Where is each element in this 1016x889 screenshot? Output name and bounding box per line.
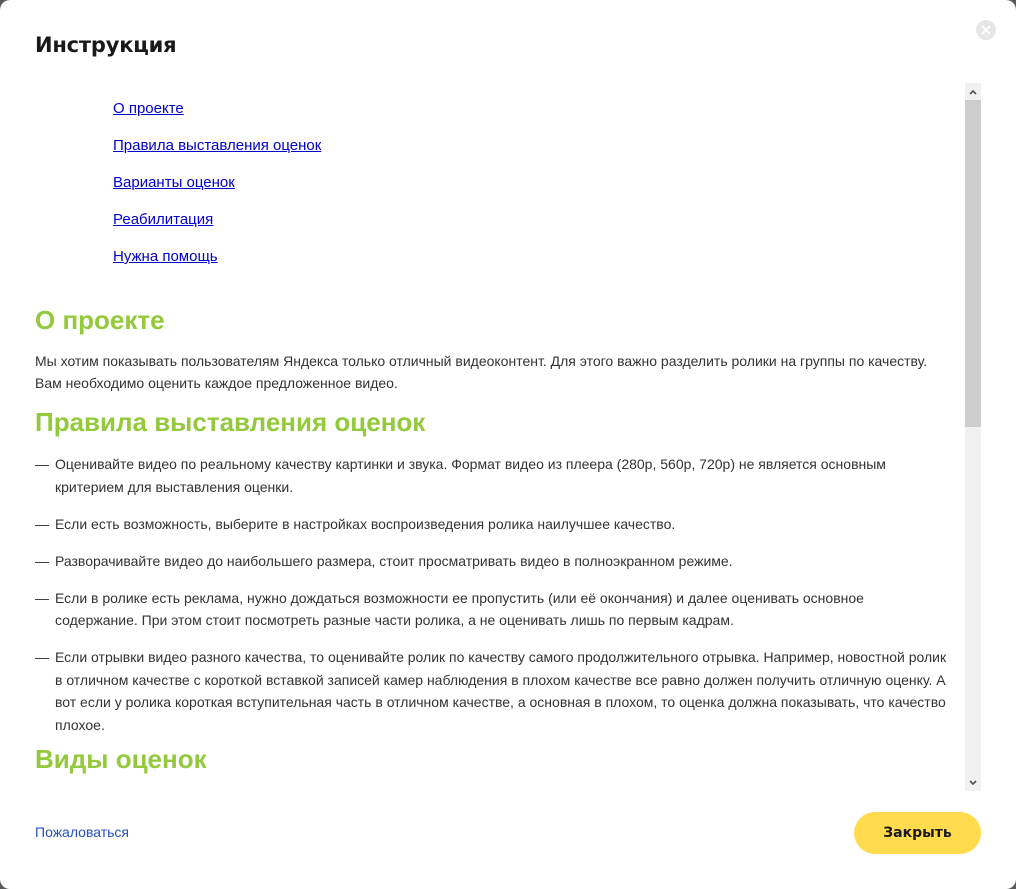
section-heading-grades: Виды оценок: [35, 744, 207, 774]
scroll-up-button[interactable]: [965, 83, 981, 100]
toc-link-about[interactable]: О проекте: [113, 100, 184, 117]
chevron-down-icon: [969, 780, 977, 786]
toc-item: [113, 120, 964, 157]
about-text: Мы хотим показывать пользователям Яндекса только отличный видеоконтент. Для этого важно разделить ролики на группы по качеству. Вам необходимо оценить каждое предложенное видео.: [35, 353, 928, 391]
dash-bullet: —: [35, 552, 49, 569]
toc-link-grade-options[interactable]: Варианты оценок: [113, 174, 235, 191]
toc-item: [113, 194, 964, 231]
modal-title: Инструкция: [35, 33, 177, 57]
scroll-down-button[interactable]: [965, 774, 981, 791]
content-scrollbar[interactable]: [965, 83, 981, 791]
complain-link[interactable]: Пожаловаться: [35, 824, 130, 840]
table-of-contents: [35, 83, 964, 268]
rule-item: [35, 453, 964, 498]
dash-bullet: —: [35, 649, 49, 665]
toc-link-rehabilitation[interactable]: Реабилитация: [113, 211, 214, 228]
toc-item: [113, 231, 964, 268]
close-x-icon: [981, 25, 991, 35]
rules-list: [35, 453, 964, 736]
close-button[interactable]: Закрыть: [854, 812, 981, 854]
rule-text: Если в ролике есть реклама, нужно дождаться возможности ее пропустить (или её окончания) и далее оценивать основное содержание. При этом стоит посмотреть разные части ролика, а не оценивать лишь по первым кадрам.: [55, 589, 864, 628]
scroll-thumb[interactable]: [965, 100, 981, 427]
dash-bullet: —: [35, 515, 49, 532]
section-heading-about: О проекте: [35, 305, 165, 335]
toc-link-help[interactable]: Нужна помощь: [113, 248, 218, 265]
dash-bullet: —: [35, 456, 49, 472]
section-heading-rules: Правила выставления оценок: [35, 407, 426, 437]
rule-item: [35, 587, 964, 632]
toc-link-rules[interactable]: Правила выставления оценок: [113, 137, 322, 154]
toc-item: [113, 83, 964, 120]
dash-bullet: —: [35, 589, 49, 606]
rule-item: [35, 646, 964, 736]
modal-close-button[interactable]: [976, 20, 996, 40]
instruction-content: [35, 83, 964, 791]
rule-item: [35, 550, 964, 573]
chevron-up-icon: [969, 89, 977, 95]
toc-item: [113, 157, 964, 194]
rule-text: Если есть возможность, выберите в настройках воспроизведения ролика наилучшее качество.: [55, 515, 676, 532]
rule-item: [35, 513, 964, 536]
rule-text: Если отрывки видео разного качества, то оценивайте ролик по качеству самого продолжительного отрывка. Например, новостной ролик в отличном качестве с короткой вставкой записей камер наблюдения в плохом качестве все равно должен получить отличную оценку. А вот если у ролика короткая вступительная часть в отличном качестве, а основная в плохом, то оценка должна показывать, что качество плохое.: [55, 649, 947, 733]
rule-text: Оценивайте видео по реальному качеству картинки и звука. Формат видео из плеера (280p, 560p, 720p) не является основным критерием для выставления оценки.: [55, 456, 886, 495]
rule-text: Разворачивайте видео до наибольшего размера, стоит просматривать видео в полноэкранном режиме.: [55, 552, 733, 569]
